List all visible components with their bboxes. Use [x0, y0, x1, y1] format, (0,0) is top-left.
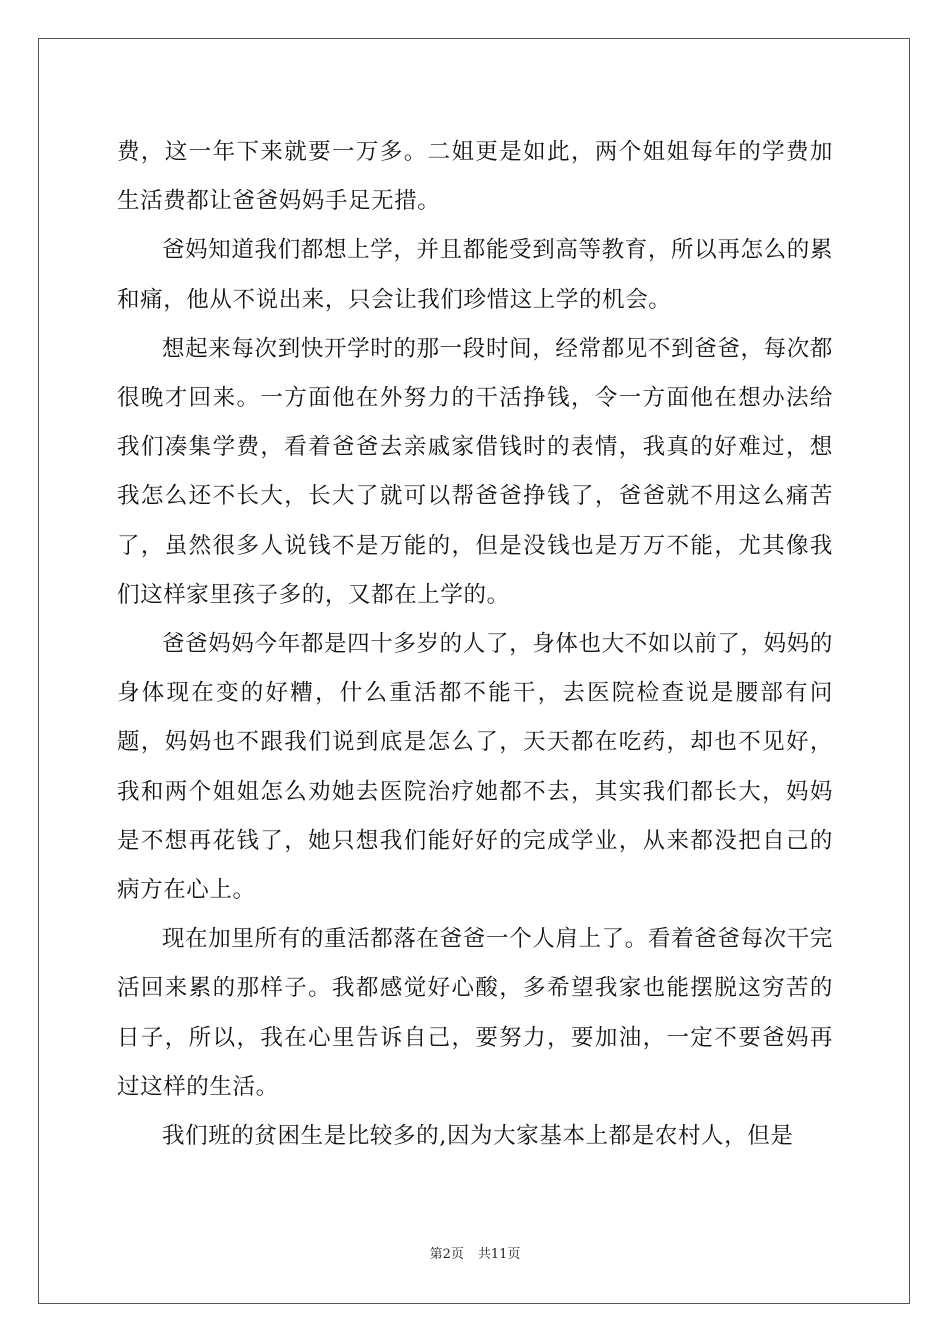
current-page-number: 第2页 — [429, 1247, 464, 1262]
paragraph-3: 想起来每次到快开学时的那一段时间，经常都见不到爸爸，每次都很晚才回来。一方面他在外努力的干活挣钱，令一方面他在想办法给我们凑集学费，看着爸爸去亲戚家借钱时的表情，我真的好难过，想我怎么还不长大，长大了就可以帮爸爸挣钱了，爸爸就不用这么痛苦了，虽然很多人说钱不是万能的，但是没钱也是万万不能，尤其像我们这样家里孩子多的，又都在上学的。 — [117, 335, 833, 608]
document-body — [117, 128, 833, 1161]
paragraph-2: 爸妈知道我们都想上学，并且都能受到高等教育，所以再怎么的累和痛，他从不说出来，只会让我们珍惜这上学的机会。 — [117, 237, 833, 313]
paragraph-5: 现在加里所有的重活都落在爸爸一个人肩上了。看着爸爸每次干完活回来累的那样子。我都感觉好心酸，多希望我家也能摆脱这穷苦的日子，所以，我在心里告诉自己，要努力，要加油，一定不要爸妈再过这样的生活。 — [117, 926, 833, 1100]
total-page-count: 共11页 — [477, 1247, 521, 1262]
paragraph-1: 费，这一年下来就要一万多。二姐更是如此，两个姐姐每年的学费加生活费都让爸爸妈妈手足无措。 — [117, 139, 833, 215]
paragraph-4: 爸爸妈妈今年都是四十多岁的人了，身体也大不如以前了，妈妈的身体现在变的好糟，什么重活都不能干，去医院检查说是腰部有问题，妈妈也不跟我们说到底是怎么了，天天都在吃药，却也不见好，我和两个姐姐怎么劝她去医院治疗她都不去，其实我们都长大，妈妈是不想再花钱了，她只想我们能好好的完成学业，从来都没把自己的病方在心上。 — [117, 631, 833, 904]
paragraph-6: 我们班的贫困生是比较多的,因为大家基本上都是农村人，但是 — [162, 1123, 794, 1150]
page-footer — [0, 1246, 950, 1264]
